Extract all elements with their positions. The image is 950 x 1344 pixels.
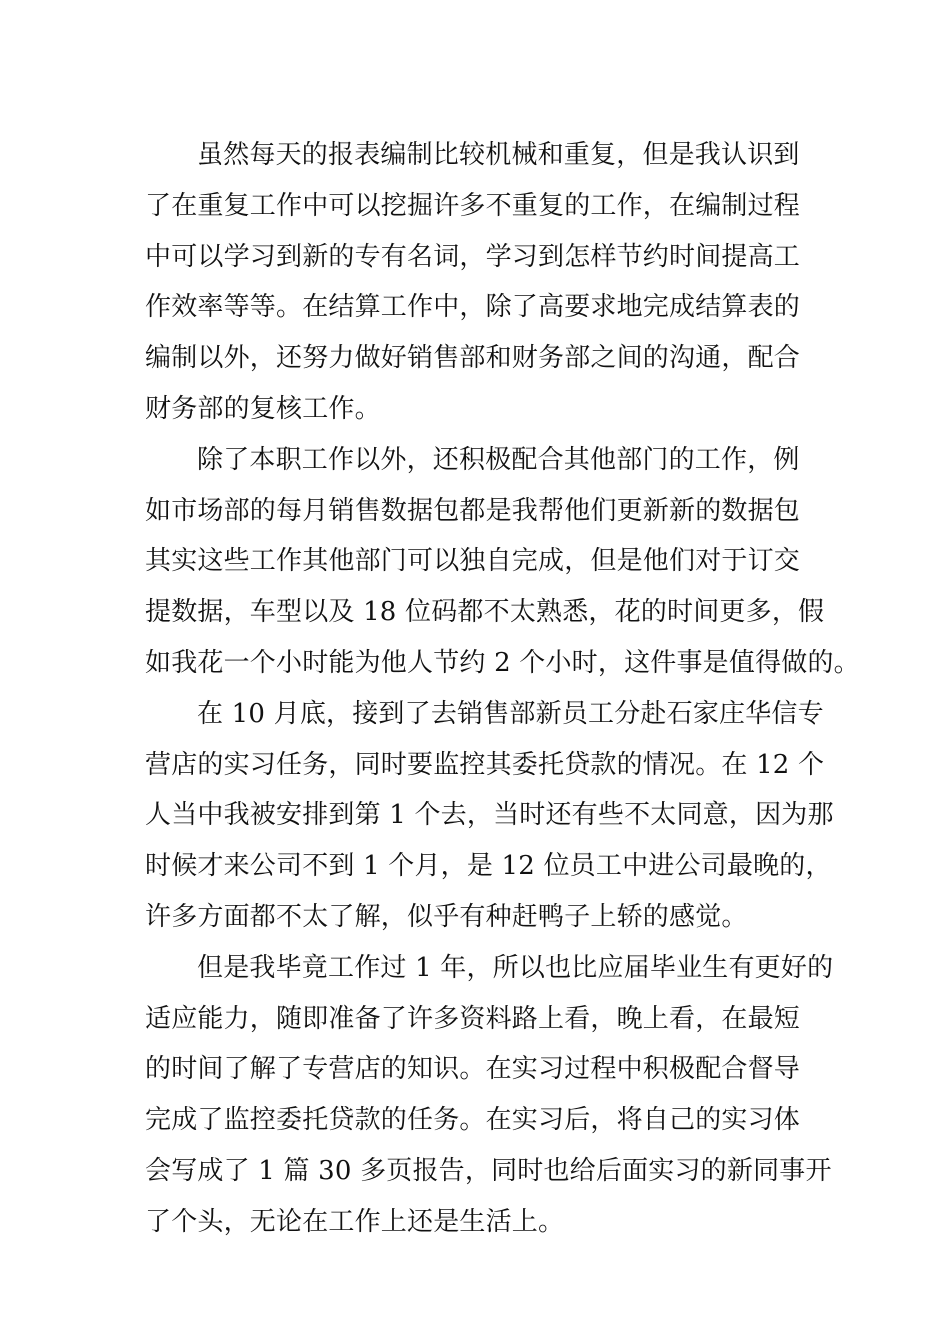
paragraph-line: 营店的实习任务，同时要监控其委托贷款的情况。在 12 个	[145, 749, 825, 780]
paragraph-1	[145, 130, 825, 435]
paragraph-line: 财务部的复核工作。	[145, 393, 381, 424]
paragraph-line: 完成了监控委托贷款的任务。在实习后，将自己的实习体	[145, 1105, 801, 1136]
paragraph-line: 除了本职工作以外，还积极配合其他部门的工作，例	[197, 444, 800, 475]
paragraph-line: 许多方面都不太了解，似乎有种赶鸭子上轿的感觉。	[145, 901, 748, 932]
paragraph-line: 其实这些工作其他部门可以独自完成，但是他们对于订交	[145, 546, 801, 577]
paragraph-line: 如我花一个小时能为他人节约 2 个小时，这件事是值得做的。	[145, 647, 860, 678]
paragraph-2	[145, 435, 860, 689]
paragraph-line: 人当中我被安排到第 1 个去，当时还有些不太同意，因为那	[145, 800, 834, 831]
paragraph-line: 时候才来公司不到 1 个月，是 12 位员工中进公司最晚的，	[145, 851, 832, 882]
paragraph-line: 了在重复工作中可以挖掘许多不重复的工作，在编制过程	[145, 190, 801, 221]
paragraph-line: 编制以外，还努力做好销售部和财务部之间的沟通，配合	[145, 343, 801, 374]
paragraph-line: 的时间了解了专营店的知识。在实习过程中积极配合督导	[145, 1054, 801, 1085]
paragraph-line: 了个头，无论在工作上还是生活上。	[145, 1206, 565, 1237]
paragraph-3	[145, 689, 834, 943]
paragraph-line: 如市场部的每月销售数据包都是我帮他们更新新的数据包	[145, 495, 801, 526]
document-body	[145, 130, 860, 1248]
paragraph-4	[145, 943, 834, 1248]
paragraph-line: 在 10 月底，接到了去销售部新员工分赴石家庄华信专	[197, 698, 824, 729]
paragraph-line: 虽然每天的报表编制比较机械和重复，但是我认识到	[197, 140, 800, 170]
paragraph-line: 中可以学习到新的专有名词，学习到怎样节约时间提高工	[145, 241, 801, 272]
paragraph-line: 作效率等等。在结算工作中，除了高要求地完成结算表的	[145, 292, 801, 323]
paragraph-line: 提数据，车型以及 18 位码都不太熟悉，花的时间更多，假	[145, 597, 825, 628]
paragraph-line: 适应能力，随即准备了许多资料路上看，晚上看，在最短	[145, 1003, 801, 1034]
paragraph-line: 但是我毕竟工作过 1 年，所以也比应届毕业生有更好的	[197, 952, 834, 983]
paragraph-line: 会写成了 1 篇 30 多页报告，同时也给后面实习的新同事开	[145, 1155, 832, 1186]
